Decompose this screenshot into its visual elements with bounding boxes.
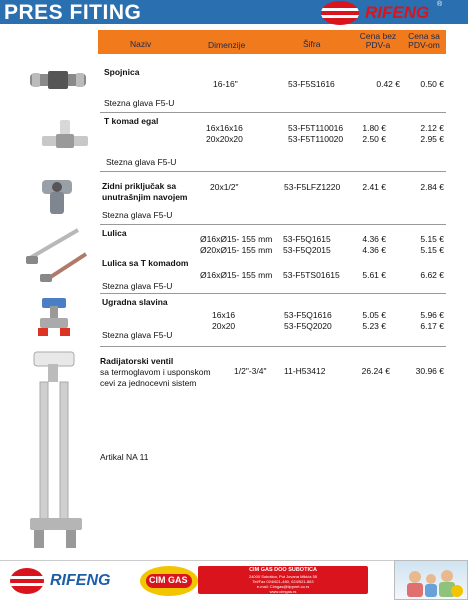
product-code: 53-F5Q2015 [283,245,331,255]
product-name: Ugradna slavina [102,297,168,307]
footer-brand-name: RIFENG [50,572,111,589]
row-divider [100,293,446,294]
product-code: 11-H53412 [284,366,326,376]
product-name: Lulica [102,228,127,238]
product-code: 53-F5LFZ1220 [284,182,341,192]
product-subtitle: Stezna glava F5-U [102,281,173,291]
product-code: 53-F5S1616 [288,79,335,89]
product-name-line2: unutrašnjim navojem [102,192,188,202]
lulica-image [22,224,90,282]
rifeng-emblem-icon [10,568,44,594]
col-cena-sa-line1: Cena sa [408,31,440,41]
col-dimenzije: Dimenzije [208,40,246,50]
zidni-prikljucak-image [34,176,84,218]
price-gross: 5.96 € [420,310,444,320]
product-name-line1: Zidni priključak sa [102,181,177,191]
price-gross: 2.12 € [420,123,444,133]
product-description-line2: cevi za jednocevni sistem [100,378,197,388]
cim-gas-logo [140,566,198,596]
product-code: 53-F5T110020 [288,134,344,144]
row-divider [100,224,446,225]
product-subtitle: Stezna glava F5-U [106,157,177,167]
col-sifra: Šifra [303,39,321,49]
price-net: 4.36 € [362,245,386,255]
product-name: Lulica sa T komadom [102,258,189,268]
product-dimension: Ø16xØ15- 155 mm [200,234,273,244]
ugradna-slavina-image [36,294,76,342]
product-name: T komad egal [104,116,159,126]
price-net: 1.80 € [362,123,386,133]
company-phone: Tel/Fax 024/621-480, 024/521-863 [252,579,314,584]
product-subtitle: Stezna glava F5-U [102,210,173,220]
col-cena-sa-line2: PDV-om [408,40,440,50]
price-gross: 2.95 € [420,134,444,144]
price-net: 0.42 € [376,79,400,89]
product-dimension: 20x20x20 [206,134,243,144]
row-divider [100,112,446,113]
product-dimension: Ø16xØ15- 155 mm [200,270,273,280]
company-website[interactable]: www.cimgas.rs [269,589,297,594]
product-code: 53-F5TS01615 [283,270,340,280]
product-dimension: 20x20 [212,321,236,331]
price-net: 5.05 € [362,310,386,320]
radijatorski-ventil-image [20,348,92,554]
price-gross: 30.96 € [415,366,444,376]
price-gross: 5.15 € [420,245,444,255]
product-code: 53-F5Q1616 [284,310,332,320]
rifeng-logo [319,1,465,25]
company-info-box [198,566,368,594]
row-divider [100,171,446,172]
price-gross: 6.17 € [420,321,444,331]
brand-name: RIFENG [365,3,430,22]
company-email[interactable]: e-mail: Cimgas@tippnet.co.rs [256,584,310,589]
price-net: 4.36 € [362,234,386,244]
product-dimension: 16x16 [212,310,236,320]
company-address: 24000 Subotica, Put Jovana Mikića 55 [248,574,318,579]
product-dimension: 16-16" [213,79,238,89]
price-gross: 6.62 € [420,270,444,280]
product-dimension: Ø20xØ15- 155 mm [200,245,273,255]
price-net: 5.23 € [362,321,386,331]
product-code: 53-F5Q2020 [284,321,332,331]
price-gross: 0.50 € [420,79,444,89]
registered-mark: ® [437,1,443,8]
page-title: PRES FITING [4,1,142,24]
table-header [98,30,446,54]
cim-gas-logo-text: CIM GAS [149,575,188,585]
product-subtitle: Stezna glava F5-U [102,330,173,340]
price-net: 5.61 € [362,270,386,280]
price-net: 2.41 € [362,182,386,192]
product-name: Spojnica [104,67,140,77]
product-dimension: 16x16x16 [206,123,243,133]
product-dimension: 1/2"-3/4" [234,366,267,376]
col-cena-bez-line2: PDV-a [365,40,391,50]
price-net: 26.24 € [361,366,390,376]
footer-rifeng-logo [10,568,140,594]
col-naziv: Naziv [130,39,152,49]
product-subtitle: Artikal NA 11 [100,452,149,462]
rifeng-emblem-icon [321,1,359,25]
price-gross: 5.15 € [420,234,444,244]
t-komad-image [40,118,90,156]
company-name: CIM GAS DOO SUBOTICA [249,567,317,573]
product-code: 53-F5T110016 [288,123,344,133]
row-divider [100,346,446,347]
spojnica-image [28,66,88,94]
price-gross: 2.84 € [420,182,444,192]
product-dimension: 20x1/2" [210,182,239,192]
product-code: 53-F5Q1615 [283,234,331,244]
product-name: Radijatorski ventil [100,356,174,366]
product-description-line1: sa termoglavom i usponskom [100,367,211,377]
price-net: 2.50 € [362,134,386,144]
product-subtitle: Stezna glava F5-U [104,98,175,108]
family-photo-icon [395,561,467,599]
col-cena-bez-line1: Cena bez [359,31,397,41]
family-photo [394,560,468,600]
